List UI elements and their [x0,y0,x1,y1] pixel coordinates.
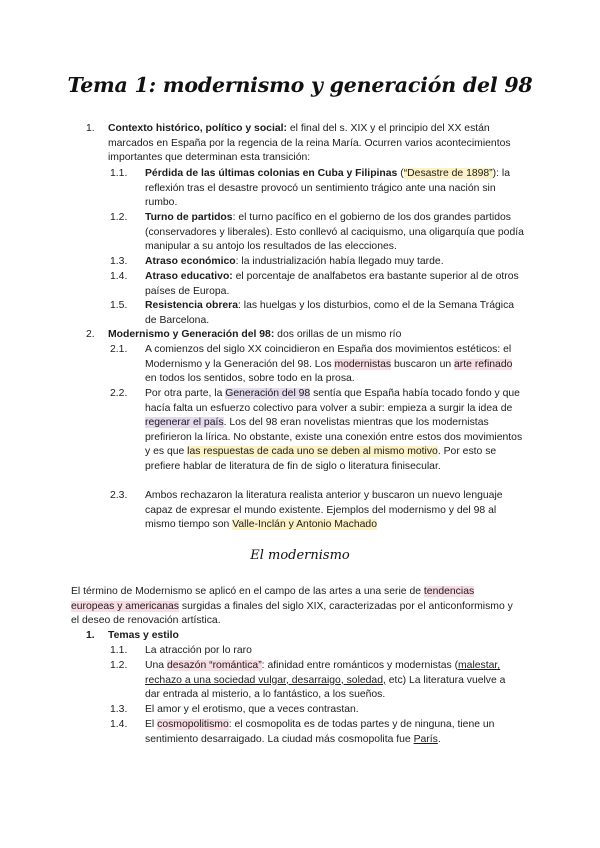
highlight-valle-machado: Valle-Inclán y Antonio Machado [232,519,377,531]
highlight-generacion-98: Generación del 98 [225,388,311,399]
section-1-text: Contexto histórico, político y social: el final del s. XIX y el principio del XX están marcados en España por la regencia de la reina María. Ocurren varios acontecimientos importantes que determinan esta transición: [108,123,511,164]
item-number: 1.1. [110,168,128,179]
section-subtitle: El modernismo [250,548,350,563]
underline-paris: París [413,733,438,745]
highlight-cosmopolitismo: cosmopolitismo [157,719,229,730]
section-1-label: Contexto histórico, político y social: [108,123,287,134]
intro-paragraph: El término de Modernismo se aplicó en el campo de las artes a una serie de tendencias europeas y americanas surgidas a finales del siglo XIX, caracterizadas por el anticonformismo y el deseo de renovación artística. [71,586,513,627]
section-2-label: Modernismo y Generación del 98: [108,329,275,340]
highlight-modernistas: modernistas [334,358,392,370]
highlight-tendencias: tendencias europeas y americanas [71,586,475,612]
subsection-1-label: Temas y estilo [108,630,179,641]
section-1-number: 1. [86,123,95,134]
page-title: Tema 1: modernismo y generación del 98 [67,73,533,97]
highlight-desazon: desazón “romántica” [166,660,262,671]
underline-malestar: malestar, rechazo a una sociedad vulgar, desarraigo, soledad, [145,660,501,686]
section-2-number: 2. [86,329,95,340]
highlight-arte-refinado: arte refinado [454,358,513,370]
highlight-desastre: “Desastre de 1898” [403,168,493,179]
highlight-respuestas: las respuestas de cada uno se deben al mismo motivo [187,446,438,458]
highlight-regenerar: regenerar el país [145,417,224,429]
document-page: Tema 1: modernismo y generación del 98 1. Contexto histórico, político y social: el final del s. XIX y el principio del XX están marcados en España por la regencia de la reina María. Ocurren varios acontecimientos importantes que determinan esta transición: 1.1. Pérdida de las últimas colonias en Cuba y Filipinas (“Desastre de 1898”): la reflexión tras el desastre provocó un sentimiento trágico ante una nación sin rumbo. 1.2. Turno de partidos: el turno pacífico en el gobierno de los dos grandes partidos (conservadores y liberales). Esto conllevó al caciquismo, una oligarquía que podía manipular a su antojo los resultados de las elecciones. 1.3. Atraso económico: la industrialización había llegado muy tarde. 1.4. Atraso educativo: el porcentaje de analfabetos era bastante superior al de otros países de Europa. 1.5. Resistencia obrera: las huelgas y los disturbios, como el de la Semana Trágica de Barcelona. 2. Modernismo y Generación del 98: dos orillas de un mismo río 2.1. A comienzos del siglo XX coincidieron en España dos movimientos estéticos: el Modernismo y la Generación del 98. Los modernistas buscaron un arte refinado en todos los sentidos, sobre todo en la prosa. 2.2. Por otra parte, la Generación del 98 sentía que España había tocado fondo y que hacía falta un esfuerzo colectivo para volver a subir: empieza a surgir la idea de regenerar el país. Los del 98 eran novelistas mientras que los modernistas prefirieron la lírica. No obstante, existe una conexión entre estos dos movimientos y es que las respuestas de cada uno se deben al mismo motivo. Por esto se prefiere hablar de literatura de fin de siglo o literatura finisecular. 2.3. Ambos rechazaron la literatura realista anterior y buscaron un nuevo lenguaje capaz de expresar el mundo existente. Ejemplos del modernismo y del 98 al mismo tiempo son Valle-Inclán y Antonio Machado El modernismo El término de Modernismo se aplicó en el campo de las artes a una serie de tendencias europeas y americanas surgidas a finales del siglo XIX, caracterizadas por el anticonformismo y el deseo de renovación artística. 1. Temas y estilo 1.1. La atracción por lo raro 1.2. Una desazón “romántica”: afinidad entre románticos y modernistas (malestar, rechazo a una sociedad vulgar, desarraigo, soledad, etc) La literatura vuelve a dar entrada al misterio, a lo fantástico, a los sueños. 1.3. El amor y el erotismo, que a veces contrastan. 1.4. El cosmopolitismo: el cosmopolita es de todas partes y de ninguna, tiene un sentimiento desarraigado. La ciudad más cosmopolita fue París. [0,0,600,848]
